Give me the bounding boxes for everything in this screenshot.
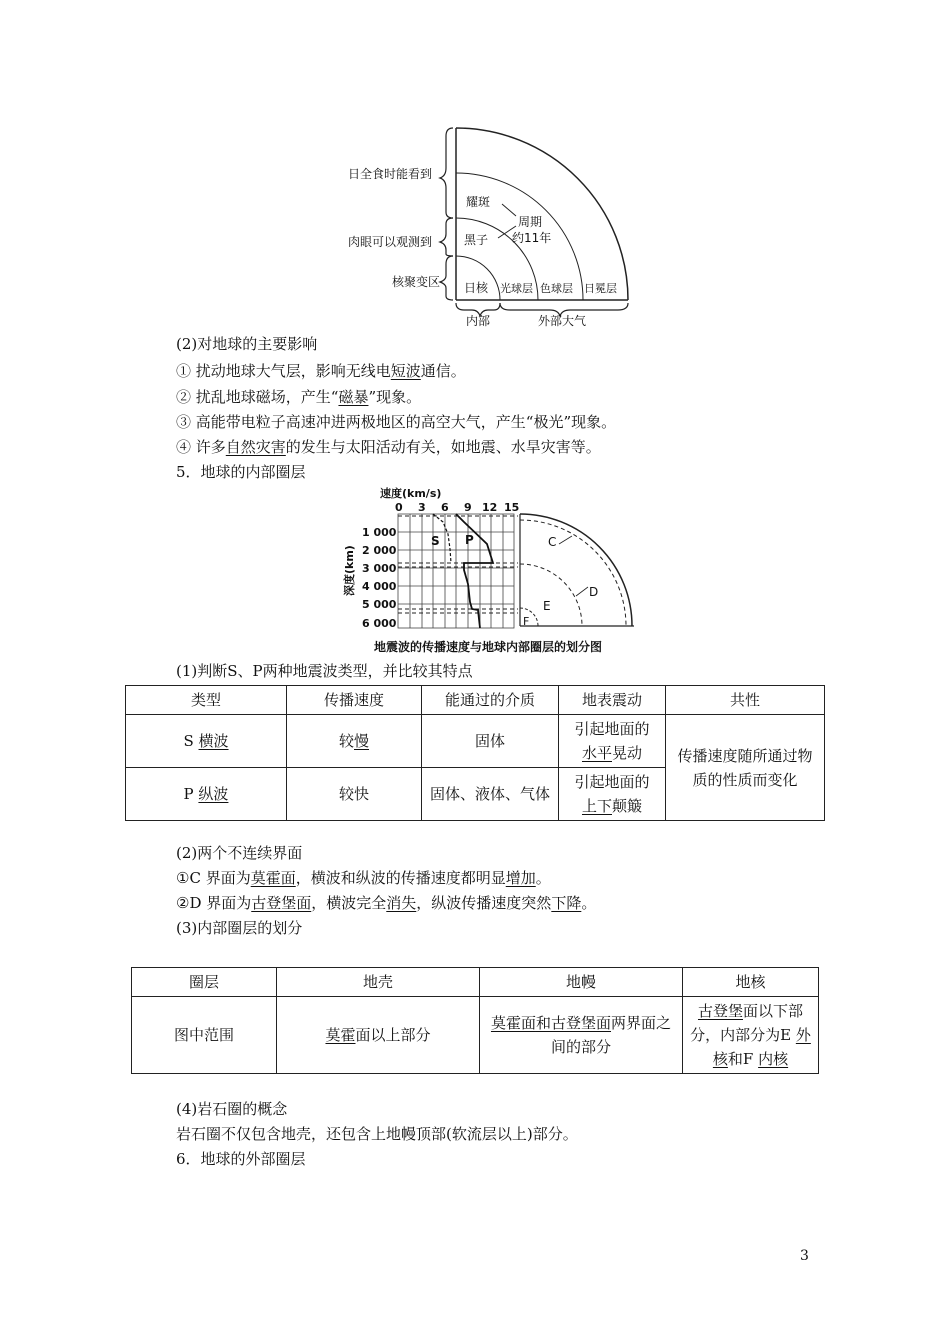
figure-caption: 地震波的传播速度与地球内部圈层的划分图 <box>374 640 603 654</box>
table-header: 传播速度 <box>287 686 422 715</box>
p-wave-label: P <box>465 533 474 547</box>
depth-tick: 5 000 <box>362 598 397 611</box>
layer-f-label: F <box>523 615 530 628</box>
section-5-title: 5．地球的内部圈层 <box>176 463 306 481</box>
seismic-wave-table <box>125 685 825 821</box>
table-cell: 较慢 <box>287 715 422 768</box>
table-cell: 引起地面的 上下颠簸 <box>559 768 666 821</box>
table-cell: 固体 <box>422 715 559 768</box>
speed-tick: 0 <box>395 501 403 514</box>
table-cell: 莫霍面以上部分 <box>277 997 480 1074</box>
depth-tick: 1 000 <box>362 526 397 539</box>
label-core: 日核 <box>464 281 489 295</box>
table-cell: 引起地面的 水平晃动 <box>559 715 666 768</box>
earth-layers-table <box>131 967 819 1074</box>
question-4: (4)岩石圈的概念 <box>176 1100 288 1118</box>
question-2: (2)两个不连续界面 <box>176 844 303 862</box>
question-1: (1)判断S、P两种地震波类型，并比较其特点 <box>176 662 473 680</box>
table-cell: 图中范围 <box>132 997 277 1074</box>
label-exterior: 外部大气 <box>538 314 587 328</box>
table-cell: S 横波 <box>126 715 287 768</box>
table-cell: P 纵波 <box>126 768 287 821</box>
label-interior: 内部 <box>466 314 491 328</box>
label-fusion: 核聚变区 <box>392 275 441 289</box>
heading-effects: (2)对地球的主要影响 <box>176 335 318 353</box>
label-naked-eye: 肉眼可以观测到 <box>348 235 433 249</box>
section-6-title: 6．地球的外部圈层 <box>176 1150 306 1168</box>
speed-tick: 3 <box>418 501 426 514</box>
p-wave-curve <box>456 514 493 628</box>
table-header: 地核 <box>683 968 819 997</box>
speed-tick: 12 <box>482 501 498 514</box>
sun-structure-diagram <box>340 120 640 330</box>
effect-item-1: ① 扰动地球大气层，影响无线电短波通信。 <box>176 362 466 380</box>
table-cell: 莫霍面和古登堡面两界面之间的部分 <box>480 997 683 1074</box>
speed-tick: 15 <box>504 501 520 514</box>
table-header: 类型 <box>126 686 287 715</box>
s-wave-label: S <box>431 534 440 548</box>
layer-d-label: D <box>589 585 599 599</box>
label-eclipse: 日全食时能看到 <box>348 167 433 181</box>
layer-c-label: C <box>548 535 557 549</box>
layer-e-label: E <box>543 599 551 613</box>
table-cell: 较快 <box>287 768 422 821</box>
label-period: 周期 <box>518 215 543 229</box>
depth-tick: 4 000 <box>362 580 397 593</box>
effect-item-2: ② 扰乱地球磁场，产生“磁暴”现象。 <box>176 388 422 406</box>
label-corona: 日冕层 <box>584 282 617 295</box>
seismic-wave-figure <box>340 484 660 656</box>
gutenberg-line: ②D 界面为古登堡面，横波完全消失，纵波传播速度突然下降。 <box>176 894 597 912</box>
depth-axis-label: 深度(km) <box>343 545 356 596</box>
label-chromosphere: 色球层 <box>540 282 573 295</box>
depth-tick: 2 000 <box>362 544 397 557</box>
table-header: 能通过的介质 <box>422 686 559 715</box>
label-photosphere: 光球层 <box>500 282 533 295</box>
table-cell: 固体、液体、气体 <box>422 768 559 821</box>
table-header: 地表震动 <box>559 686 666 715</box>
speed-axis-label: 速度(km/s) <box>380 487 442 500</box>
table-header: 共性 <box>666 686 825 715</box>
question-3: (3)内部圈层的划分 <box>176 919 303 937</box>
table-header: 地壳 <box>277 968 480 997</box>
speed-tick: 9 <box>464 501 472 514</box>
label-flare: 耀斑 <box>466 195 491 209</box>
label-sunspot: 黑子 <box>464 233 489 247</box>
effect-item-3: ③ 高能带电粒子高速冲进两极地区的高空大气，产生“极光”现象。 <box>176 413 617 431</box>
lithosphere-definition: 岩石圈不仅包含地壳，还包含上地幔顶部(软流层以上)部分。 <box>176 1125 578 1143</box>
depth-tick: 3 000 <box>362 562 397 575</box>
table-cell: 古登堡面以下部分，内部分为E 外核和F 内核 <box>683 997 819 1074</box>
depth-tick: 6 000 <box>362 617 397 630</box>
table-header: 地幔 <box>480 968 683 997</box>
table-cell: 传播速度随所通过物质的性质而变化 <box>666 715 825 821</box>
speed-tick: 6 <box>441 501 449 514</box>
label-period-years: 约11年 <box>512 231 552 245</box>
effect-item-4: ④ 许多自然灾害的发生与太阳活动有关，如地震、水旱灾害等。 <box>176 438 601 456</box>
page-number: 3 <box>800 1248 809 1264</box>
moho-line: ①C 界面为莫霍面，横波和纵波的传播速度都明显增加。 <box>176 869 551 887</box>
table-header: 圈层 <box>132 968 277 997</box>
